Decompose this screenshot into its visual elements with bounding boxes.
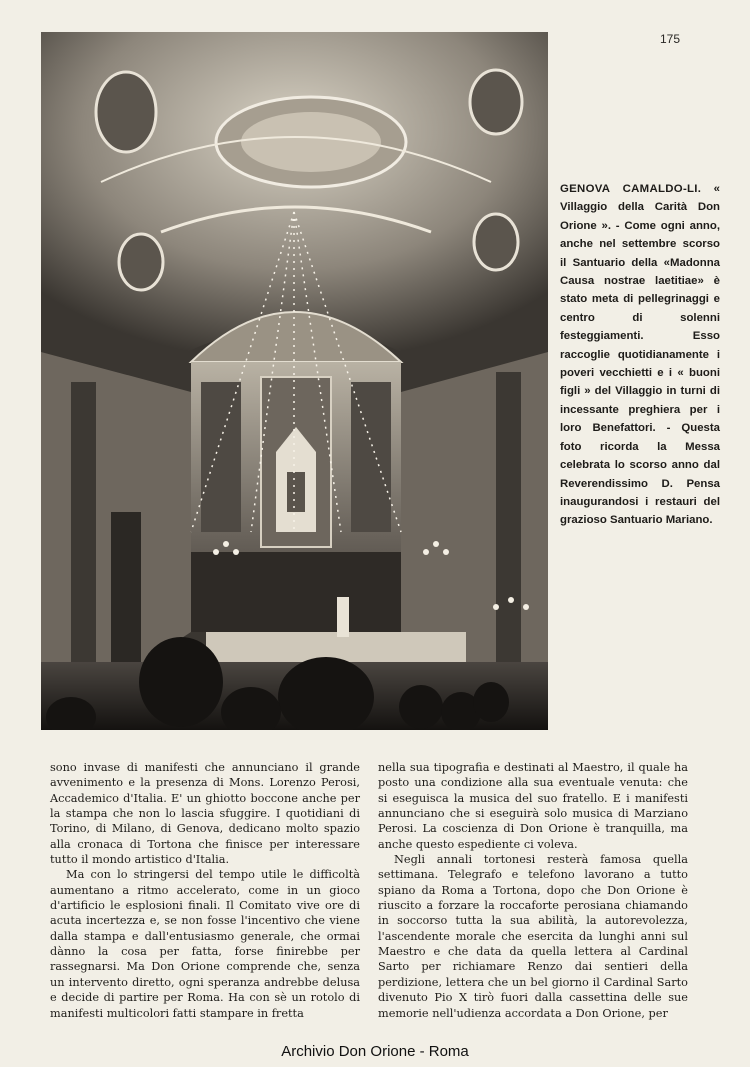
body-column-left	[50, 760, 360, 1021]
body-column-right	[378, 760, 688, 1021]
page-number: 175	[660, 32, 681, 46]
paragraph: Ma con lo stringersi del tempo utile le difficoltà aumentano a ritmo accelerato, come in un gioco d'artificio le esplosioni finali. Il Comitato vive ore di acuta incertezza e, se non fosse l'incentivo che viene dalla stampa e dall'entusiasmo generale, che ormai dànno la cosa per fatta, forse finirebbe per rassegnarsi. Ma Don Orione comprende che, senza un intervento diretto, ogni speranza andrebbe delusa e decide di partire per Roma. Ha con sè un rotolo di manifesti multicolori fatti stampare in fretta	[50, 868, 360, 1020]
caption-heading: GENOVA CAMALDO-LI.	[560, 183, 702, 195]
photo-caption	[560, 180, 720, 530]
caption-text: « Villaggio della Carità Don Orione ». - Come ogni anno, anche nel settembre scorso il Santuario della «Madonna Causa nostrae laetitiae» è stato meta di pellegrinaggi e centro di solenni festeggiamenti. Esso raccoglie quotidianamente i poveri vecchietti e i « buoni figli » del Villaggio in turni di incessante preghiera per i loro Benefattori. - Questa foto ricorda la Messa celebrata lo scorso anno dal Reverendissimo D. Pensa inaugurandosi i restauri del grazioso Santuario Mariano.	[560, 183, 720, 527]
paragraph: Negli annali tortonesi resterà famosa quella settimana. Telegrafo e telefono lavorano a tutto spiano da Roma a Tortona, dopo che Don Orione è riuscito a forzare la roccaforte perosiana chiamando in soccorso tutta la sua abilità, la autorevolezza, l'ascendente morale che esercita da lunghi anni sul Maestro e che data da quella lettera al Cardinal Sarto per richiamare Renzo dai sentieri della perdizione, lettera che un bel giorno il Cardinal Sarto divenuto Pio X tirò fuori dalla cassettina delle sue memorie nell'udienza accordata a Don Orione, per	[378, 853, 688, 1020]
paragraph: nella sua tipografia e destinati al Maestro, il quale ha posto una condizione alla sua eventuale venuta: che si eseguisca la musica del suo fratello. E i manifesti annunciano che si eseguirà solo musica di Marziano Perosi. La coscienza di Don Orione è tranquilla, ma anche questo espediente ci voleva.	[378, 761, 688, 851]
archive-footer: Archivio Don Orione - Roma	[281, 1043, 469, 1060]
paragraph: sono invase di manifesti che annunciano il grande avvenimento e la presenza di Mons. Lorenzo Perosi, Accademico d'Italia. E' un ghiotto boccone anche per la stampa che non lo lascia sfuggire. I quotidiani di Torino, di Milano, di Genova, dedicano molto spazio alla cronaca di Tortona che finisce per interessare tutto il mondo artistico d'Italia.	[50, 761, 360, 867]
church-interior-photo	[41, 32, 548, 730]
